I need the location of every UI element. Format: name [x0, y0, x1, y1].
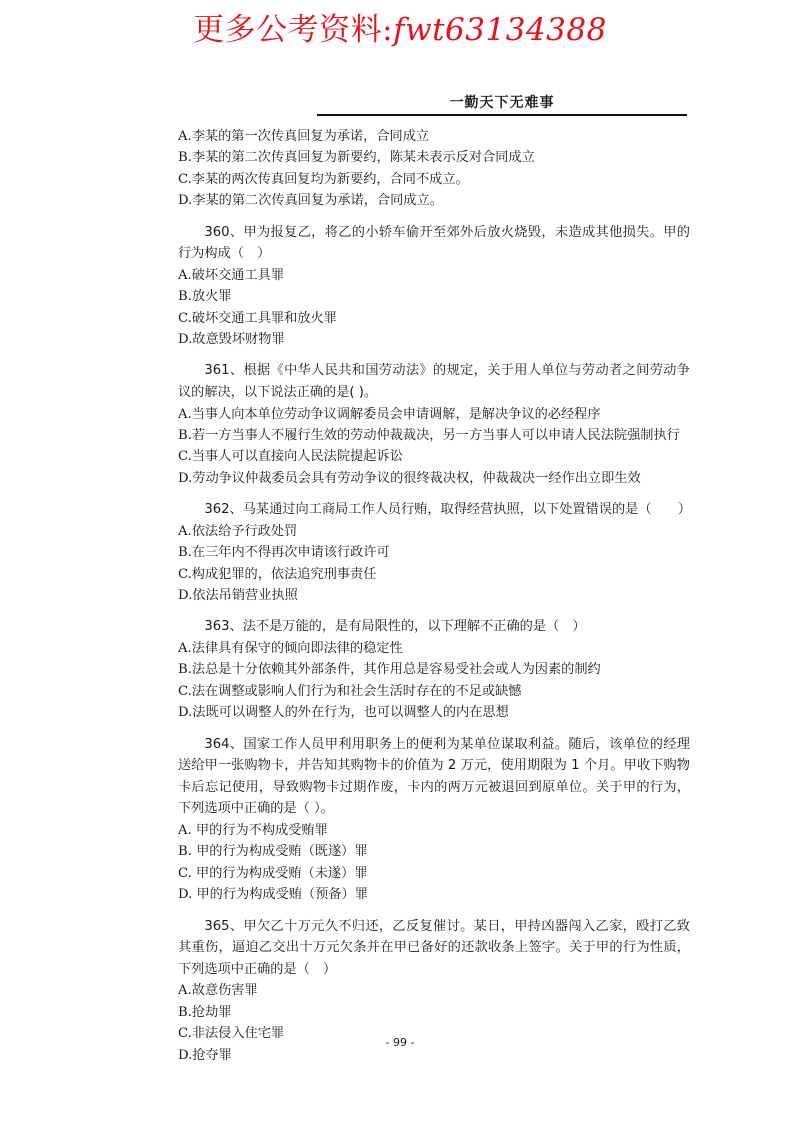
option-line: B. 甲的行为构成受贿（既遂）罪 — [178, 844, 368, 860]
question-stem: 360、甲为报复乙，将乙的小轿车偷开至郊外后放火烧毁，未造成其他损失。甲的行为构成（ ） — [178, 224, 690, 262]
option-line: D.李某的第二次传真回复为承诺，合同成立。 — [178, 193, 443, 209]
option-line: C.破坏交通工具罪和放火罪 — [178, 310, 337, 326]
option-line: C. 甲的行为构成受贿（未遂）罪 — [178, 865, 368, 881]
question-stem: 363、法不是万能的，是有局限性的，以下理解不正确的是（ ） — [204, 619, 586, 635]
question-360 — [178, 222, 690, 351]
question-stem: 362、马某通过向工商局工作人员行贿，取得经营执照，以下处置错误的是（ ） — [204, 502, 692, 518]
question-stem: 365、甲欠乙十万元久不归还，乙反复催讨。某日，甲持凶器闯入乙家，殴打乙致其重伤，逼迫乙交出十万元欠条并在甲已备好的还款收条上签字。关于甲的行为性质，下列选项中正确的是（ ） — [178, 918, 690, 977]
option-line: A.当事人向本单位劳动争议调解委员会申请调解，是解决争议的必经程序 — [178, 406, 601, 422]
option-line: C.李某的两次传真回复均为新要约，合同不成立。 — [178, 171, 469, 187]
option-line: A.依法给予行政处罚 — [178, 523, 298, 539]
option-line: D.法既可以调整人的外在行为，也可以调整人的内在思想 — [178, 705, 509, 721]
option-line: B.李某的第二次传真回复为新要约，陈某未表示反对合同成立 — [178, 150, 535, 166]
watermark-prefix: 更多公考资料: — [193, 12, 394, 48]
option-line: A.故意伤害罪 — [178, 983, 258, 999]
question-stem: 364、国家工作人员甲利用职务上的便利为某单位谋取利益。随后，该单位的经理送给甲一张购物卡，并告知其购物卡的价值为 2 万元，使用期限为 1 个月。甲收下购物卡后忘记使用，导致购物卡过期作废，卡内的两万元被退回到原单位。关于甲的行为，下列选项中正确的是（ ）。 — [178, 736, 690, 817]
option-line: B.法总是十分依赖其外部条件，其作用总是容易受社会或人为因素的制约 — [178, 662, 601, 678]
option-line: B.在三年内不得再次申请该行政许可 — [178, 545, 390, 561]
question-stem: 361、根据《中华人民共和国劳动法》的规定，关于用人单位与劳动者之间劳动争议的解决，以下说法正确的是( )。 — [178, 363, 690, 401]
option-line: B.抢劫罪 — [178, 1004, 232, 1020]
option-line: D.劳动争议仲裁委员会具有劳动争议的很终裁决权，仲裁裁决一经作出立即生效 — [178, 470, 641, 486]
option-line: C.非法侵入住宅罪 — [178, 1026, 285, 1042]
watermark-banner — [0, 4, 800, 49]
option-line: C.构成犯罪的，依法追究刑事责任 — [178, 566, 377, 582]
option-line: A. 甲的行为不构成受贿罪 — [178, 823, 328, 839]
option-line: C.当事人可以直接向人民法院提起诉讼 — [178, 449, 403, 465]
watermark-suffix: fwt63134388 — [393, 12, 607, 48]
header-divider — [317, 114, 687, 116]
question-361 — [178, 360, 690, 489]
page-number: - 99 - — [385, 1036, 415, 1049]
question-362 — [178, 499, 690, 606]
option-line: C.法在调整或影响人们行为和社会生活时存在的不足或缺憾 — [178, 683, 522, 699]
option-line: A.破坏交通工具罪 — [178, 267, 285, 283]
option-line: D.故意毁坏财物罪 — [178, 332, 285, 348]
document-body — [178, 126, 690, 1066]
option-line: A.法律具有保守的倾向即法律的稳定性 — [178, 641, 403, 657]
option-line: D. 甲的行为构成受贿（预备）罪 — [178, 887, 368, 903]
question-364 — [178, 734, 690, 906]
option-line: D.依法吊销营业执照 — [178, 588, 298, 604]
option-line: D.抢夺罪 — [178, 1047, 232, 1063]
page-header-title: 一勤天下无难事 — [449, 95, 555, 111]
option-line: B.放火罪 — [178, 289, 232, 305]
option-line: A.李某的第一次传真回复为承诺，合同成立 — [178, 129, 430, 144]
question-363 — [178, 616, 690, 723]
option-line: B.若一方当事人不履行生效的劳动仲裁裁决，另一方当事人可以申请人民法院强制执行 — [178, 428, 680, 444]
intro-options — [178, 126, 690, 212]
